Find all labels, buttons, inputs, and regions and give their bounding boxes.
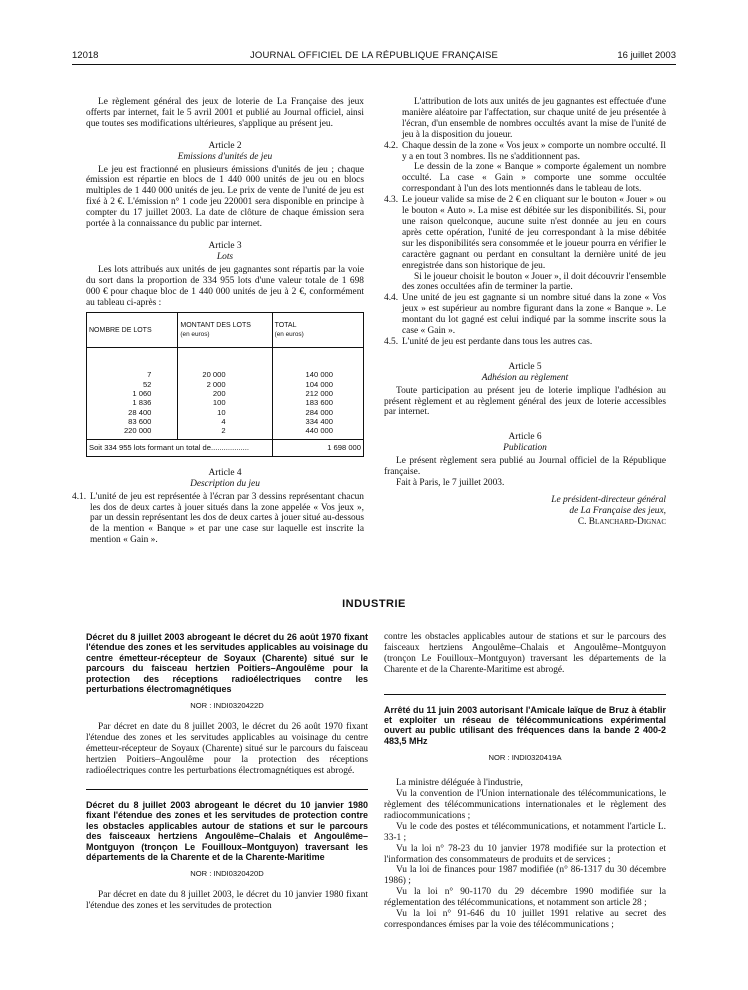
visa-3: Vu la loi n° 78-23 du 10 janvier 1978 modifiée sur la protection et l'information des consommateurs de produits et de services ;: [384, 843, 666, 865]
visa-2: Vu le code des postes et télécommunications, et notamment l'article L. 33-1 ;: [384, 821, 666, 843]
decree-2-continuation: contre les obstacles applicables autour de stations et sur le parcours des faisceaux hertziens Angoulême–Chalais et Angoulême–Montguyon (tronçon Le Fouilloux–Montguyon) traversant les départements de la Charente et de la Charente-Maritime est abrogé.: [384, 632, 666, 675]
table-row: 1 836 100 183 600: [87, 398, 364, 407]
lots-table: [86, 312, 364, 456]
table-total-value: 1 698 000: [272, 440, 363, 456]
page-header: [72, 50, 676, 64]
table-total-label: Soit 334 955 lots formant un total de..................: [87, 440, 273, 456]
intro-paragraph: Le règlement général des jeux de loterie de La Française des jeux offerts par internet, fait le 5 avril 2001 et publié au Journal officiel, ainsi que toutes ses modifications ultérieures, s'applique au présent jeu.: [86, 97, 364, 129]
article-5-text: Toute participation au présent jeu de loterie implique l'adhésion au présent règlement et au règlement général des jeux de loterie accessibles par internet.: [384, 385, 666, 418]
article-3-heading: Article 3: [208, 240, 242, 251]
decree-1-nor: NOR : INDI0320422D: [190, 701, 264, 711]
left-bottom-column: [86, 632, 368, 912]
page-number: 12018: [72, 50, 99, 61]
header-rule: [72, 64, 676, 65]
article-5-title: Adhésion au règlement: [481, 372, 569, 383]
place-date: Fait à Paris, le 7 juillet 2003.: [396, 478, 505, 488]
article-3-text: Les lots attribués aux unités de jeu gagnantes sont répartis par la voie du sort dans la proportion de 334 955 lots d'une valeur totale de 1 698 000 € pour chaque bloc de 1 440 000 unités de jeu à 2 €, conformément au tableau ci-après :: [86, 264, 364, 308]
table-row: 28 400 10 284 000: [87, 408, 364, 417]
article-4-title: Description du jeu: [190, 478, 260, 489]
lots-header-count: NOMBRE DE LOTS: [87, 313, 178, 348]
article-2-heading: Article 2: [208, 140, 242, 151]
lots-header-total: TOTAL (en euros): [272, 313, 363, 348]
article-6-heading: Article 6: [508, 432, 542, 443]
signature-title-1: Le président-directeur général: [551, 494, 666, 505]
visa-4: Vu la loi de finances pour 1987 modifiée (n° 86-1317 du 30 décembre 1986) ;: [384, 865, 666, 887]
left-top-column: [72, 97, 364, 546]
table-row: 1 060 200 212 000: [87, 389, 364, 398]
right-bottom-column: [384, 632, 666, 931]
visa-1: Vu la convention de l'Union internationale des télécommunications, le règlement des télécommunications internationales et le règlement des radiocommunications ;: [384, 789, 666, 821]
item-4-2: 4.2. Chaque dessin de la zone « Vos jeux » comporte un nombre occulté. Il y a en tout 3 nombres. Ils ne s'additionnent pas. Le dessin de la zone « Banque » comporte également un nombre occulté. La case « Gain » comporte une somme occultée correspondant à l'un des lots mentionnés dans le tableau de lots.: [384, 140, 666, 195]
issue-date: 16 juillet 2003: [617, 50, 676, 61]
item-4-5: 4.5. L'unité de jeu est perdante dans tous les autres cas.: [384, 336, 593, 347]
section-title: INDUSTRIE: [342, 598, 406, 610]
decree-1-title: Décret du 8 juillet 2003 abrogeant le décret du 26 août 1970 fixant l'étendue des zones et les servitudes applicables au voisinage du centre émetteur-récepteur de Soyaux (Charente) situé sur le parcours du faisceau hertzien Poitiers–Angoulême pour la protection des réceptions radioélectriques contre les perturbations électromagnétiques: [86, 632, 368, 695]
item-4-3: 4.3. Le joueur valide sa mise de 2 € en cliquant sur le bouton « Jouer » ou le bouton « Auto ». La mise est débitée sur les disponibilités. Si, pour une raison quelconque, aucune suite n'est donnée au jeu en cours après cette opération, l'unité de jeu correspondant à la mise débitée sur les disponibilités sera consommée et le joueur pourra en vérifier le caractère gagnant ou perdant en consultant la dernière unité de jeu enregistrée dans son historique de jeu. Si le joueur choisit le bouton « Jouer », il doit découvrir l'ensemble des zones occultées afin de terminer la partie.: [384, 195, 666, 293]
visa-5: Vu la loi n° 90-1170 du 29 décembre 1990 modifiée sur la réglementation des télécommunications, et notamment son article 28 ;: [384, 887, 666, 909]
table-row: 220 000 2 440 000: [87, 426, 364, 440]
article-2-text: Le jeu est fractionné en plusieurs émissions d'unités de jeu ; chaque émission est répartie en blocs de 1 440 000 unités de jeu ou en blocs multiples de 1 440 000 unités de jeu. Le prix de vente de l'unité de jeu est fixé à 2 €. L'émission n° 1 code jeu 220001 sera disponible en principe à compter du 17 juillet 2003. La date de clôture de chaque émission sera portée à la connaissance du public par internet.: [86, 164, 364, 230]
decree-2-nor: NOR : INDI0320420D: [190, 869, 264, 879]
table-row: 52 2 000 104 000: [87, 380, 364, 389]
journal-title: JOURNAL OFFICIEL DE LA RÉPUBLIQUE FRANÇAISE: [249, 50, 499, 61]
decree-1-text: Par décret en date du 8 juillet 2003, le décret du 26 août 1970 fixant l'étendue des zones et les servitudes applicables au voisinage du centre émetteur-récepteur de Soyaux (Charente) situé sur le parcours du faisceau hertzien Poitiers–Angoulême pour la protection des réceptions radioélectriques contre les perturbations électromagnétiques est abrogé.: [86, 722, 368, 776]
decree-2-title: Décret du 8 juillet 2003 abrogeant le décret du 10 janvier 1980 fixant l'étendue des zones et les servitudes de protection contre les obstacles applicables autour de stations et sur le parcours des faisceaux hertziens Angoulême–Chalais et Angoulême–Montguyon (tronçon Le Fouilloux–Montguyon) traversant les départements de la Charente et de la Charente-Maritime: [86, 799, 368, 862]
lots-header-amount: MONTANT DES LOTS (en euros): [178, 313, 272, 348]
attribution-paragraph: L'attribution de lots aux unités de jeu gagnantes est effectuée d'une manière aléatoire par l'affectation, sur chaque unité de jeu présentée à l'écran, d'un ensemble de nombres occultés avant la mise de l'unité de jeu à la disposition du joueur.: [402, 97, 666, 140]
visa-6: Vu la loi n° 91-646 du 10 juillet 1991 relative au secret des correspondances émises par la voie des télécommunications ;: [384, 909, 666, 930]
article-5-heading: Article 5: [508, 361, 542, 372]
separator-rule: [384, 694, 666, 695]
decree-2-text: Par décret en date du 8 juillet 2003, le décret du 10 janvier 1980 fixant l'étendue des zones et les servitudes de protection: [86, 890, 368, 912]
article-3-title: Lots: [216, 251, 234, 262]
item-4-1: 4.1. L'unité de jeu est représentée à l'écran par 3 dessins représentant chacun les dos de deux cartes à jouer situés dans la zone appelée « Vos jeux », par un dessin représentant les dos de deux cartes à jouer situé au-dessous de la mention « Banque » et par une case sur laquelle est inscrite la mention « Gain ».: [72, 491, 364, 546]
article-2-title: Emissions d'unités de jeu: [177, 151, 273, 162]
table-row: 7 20 000 140 000: [87, 348, 364, 380]
right-top-column: [384, 97, 666, 528]
signature-title-2: de La Française des jeux,: [569, 505, 666, 516]
minister-line: La ministre déléguée à l'industrie,: [396, 778, 523, 789]
separator-rule: [86, 789, 368, 790]
article-6-title: Publication: [503, 443, 547, 454]
signature-name: C. Blanchard-Dignac: [577, 516, 666, 527]
table-total-row: [87, 440, 364, 456]
arrete-nor: NOR : INDI0320419A: [488, 753, 562, 763]
arrete-title: Arrêté du 11 juin 2003 autorisant l'Amicale laïque de Bruz à établir et exploiter un réseau de télécommunications expérimental ouvert au public utilisant des fréquences dans la bande 2 400-2 483,5 MHz: [384, 704, 666, 746]
article-4-heading: Article 4: [208, 467, 242, 478]
item-4-4: 4.4. Une unité de jeu est gagnante si un nombre situé dans la zone « Vos jeux » est supérieur au nombre figurant dans la zone « Banque ». Le montant du lot gagné est celui indiqué par la somme inscrite sous la case « Gain ».: [384, 293, 666, 337]
article-6-text: Le présent règlement sera publié au Journal officiel de la République française.: [384, 456, 666, 478]
table-row: 83 600 4 334 400: [87, 417, 364, 426]
